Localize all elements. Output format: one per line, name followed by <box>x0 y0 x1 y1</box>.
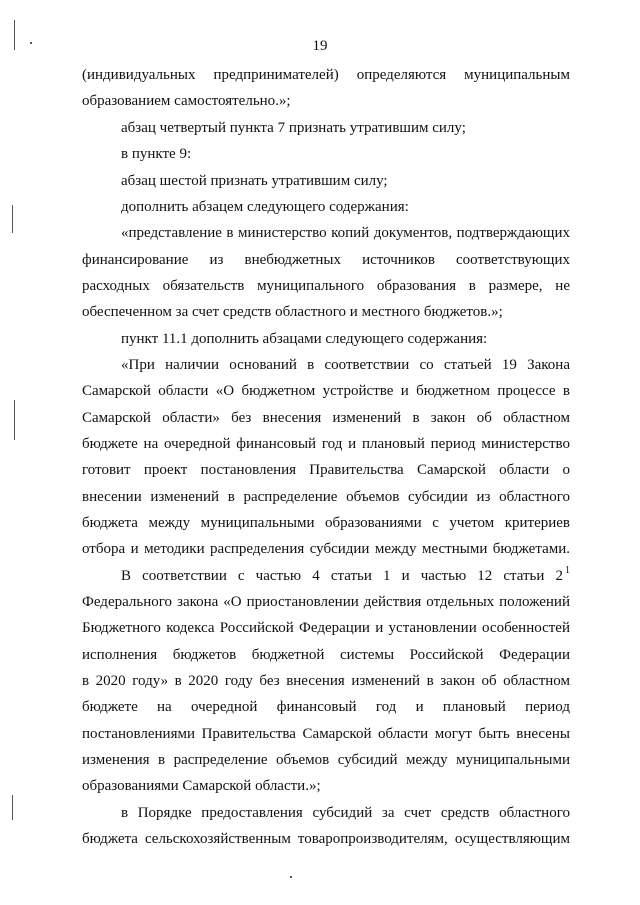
text-line: готовит проект постановления Правительства Самарской области о <box>82 462 570 478</box>
page-number: 19 <box>312 38 328 54</box>
text-line: образованием самостоятельно.»; <box>82 93 291 109</box>
text-line: изменения в распределение объемов субсидий между муниципальными <box>82 752 570 768</box>
text-line: дополнить абзацем следующего содержания: <box>121 199 409 215</box>
text-line: в Порядке предоставления субсидий за счет средств областного <box>121 805 570 821</box>
text-line: образованиями Самарской области.»; <box>82 778 321 794</box>
text-line: «представление в министерство копий документов, подтверждающих <box>121 225 570 241</box>
scan-mark <box>14 20 15 50</box>
text-line: Федерального закона «О приостановлении действия отдельных положений <box>82 594 570 610</box>
text-line: исполнения бюджетов бюджетной системы Российской Федерации <box>82 647 570 663</box>
scan-mark <box>12 795 13 820</box>
text-line: бюджета между муниципальными образованиями с учетом критериев <box>82 515 570 531</box>
text-line: Бюджетного кодекса Российской Федерации и установлении особенностей <box>82 620 570 636</box>
scan-mark <box>30 42 32 44</box>
scan-mark <box>290 876 292 878</box>
text-line: В соответствии с частью 4 статьи 1 и частью 12 статьи 2 1 <box>121 565 570 584</box>
scan-mark <box>14 400 15 440</box>
text-line: абзац шестой признать утратившим силу; <box>121 173 388 189</box>
scan-mark <box>12 205 13 233</box>
text-line: Самарской области «О бюджетном устройстве и бюджетном процессе в <box>82 383 570 399</box>
text-line: финансирование из внебюджетных источников соответствующих <box>82 252 570 268</box>
text-line: (индивидуальных предпринимателей) определяются муниципальным <box>82 67 570 83</box>
text-line: постановлениями Правительства Самарской области могут быть внесены <box>82 726 570 742</box>
text-line: отбора и методики распределения субсидии между местными бюджетами. <box>82 541 570 557</box>
text-line: в пункте 9: <box>121 146 192 162</box>
text-line: бюджета сельскохозяйственным товаропроизводителям, осуществляющим <box>82 831 570 847</box>
text-line: внесении изменений в распределение объемов субсидии из областного <box>82 489 570 505</box>
text-line: расходных обязательств муниципального образования в размере, не <box>82 278 570 294</box>
text-line: пункт 11.1 дополнить абзацами следующего содержания: <box>121 331 488 347</box>
text-line: бюджете на очередной финансовый год и плановый период <box>82 699 570 715</box>
text-line: Самарской области» без внесения изменений в закон об областном <box>82 410 570 426</box>
text-line: бюджете на очередной финансовый год и плановый период министерство <box>82 436 570 452</box>
text-line: абзац четвертый пункта 7 признать утратившим силу; <box>121 120 466 136</box>
text-line: в 2020 году» в 2020 году без внесения изменений в закон об областном <box>82 673 570 689</box>
text-line: обеспеченном за счет средств областного и местного бюджетов.»; <box>82 304 503 320</box>
text-line: «При наличии оснований в соответствии со статьей 19 Закона <box>121 357 570 373</box>
